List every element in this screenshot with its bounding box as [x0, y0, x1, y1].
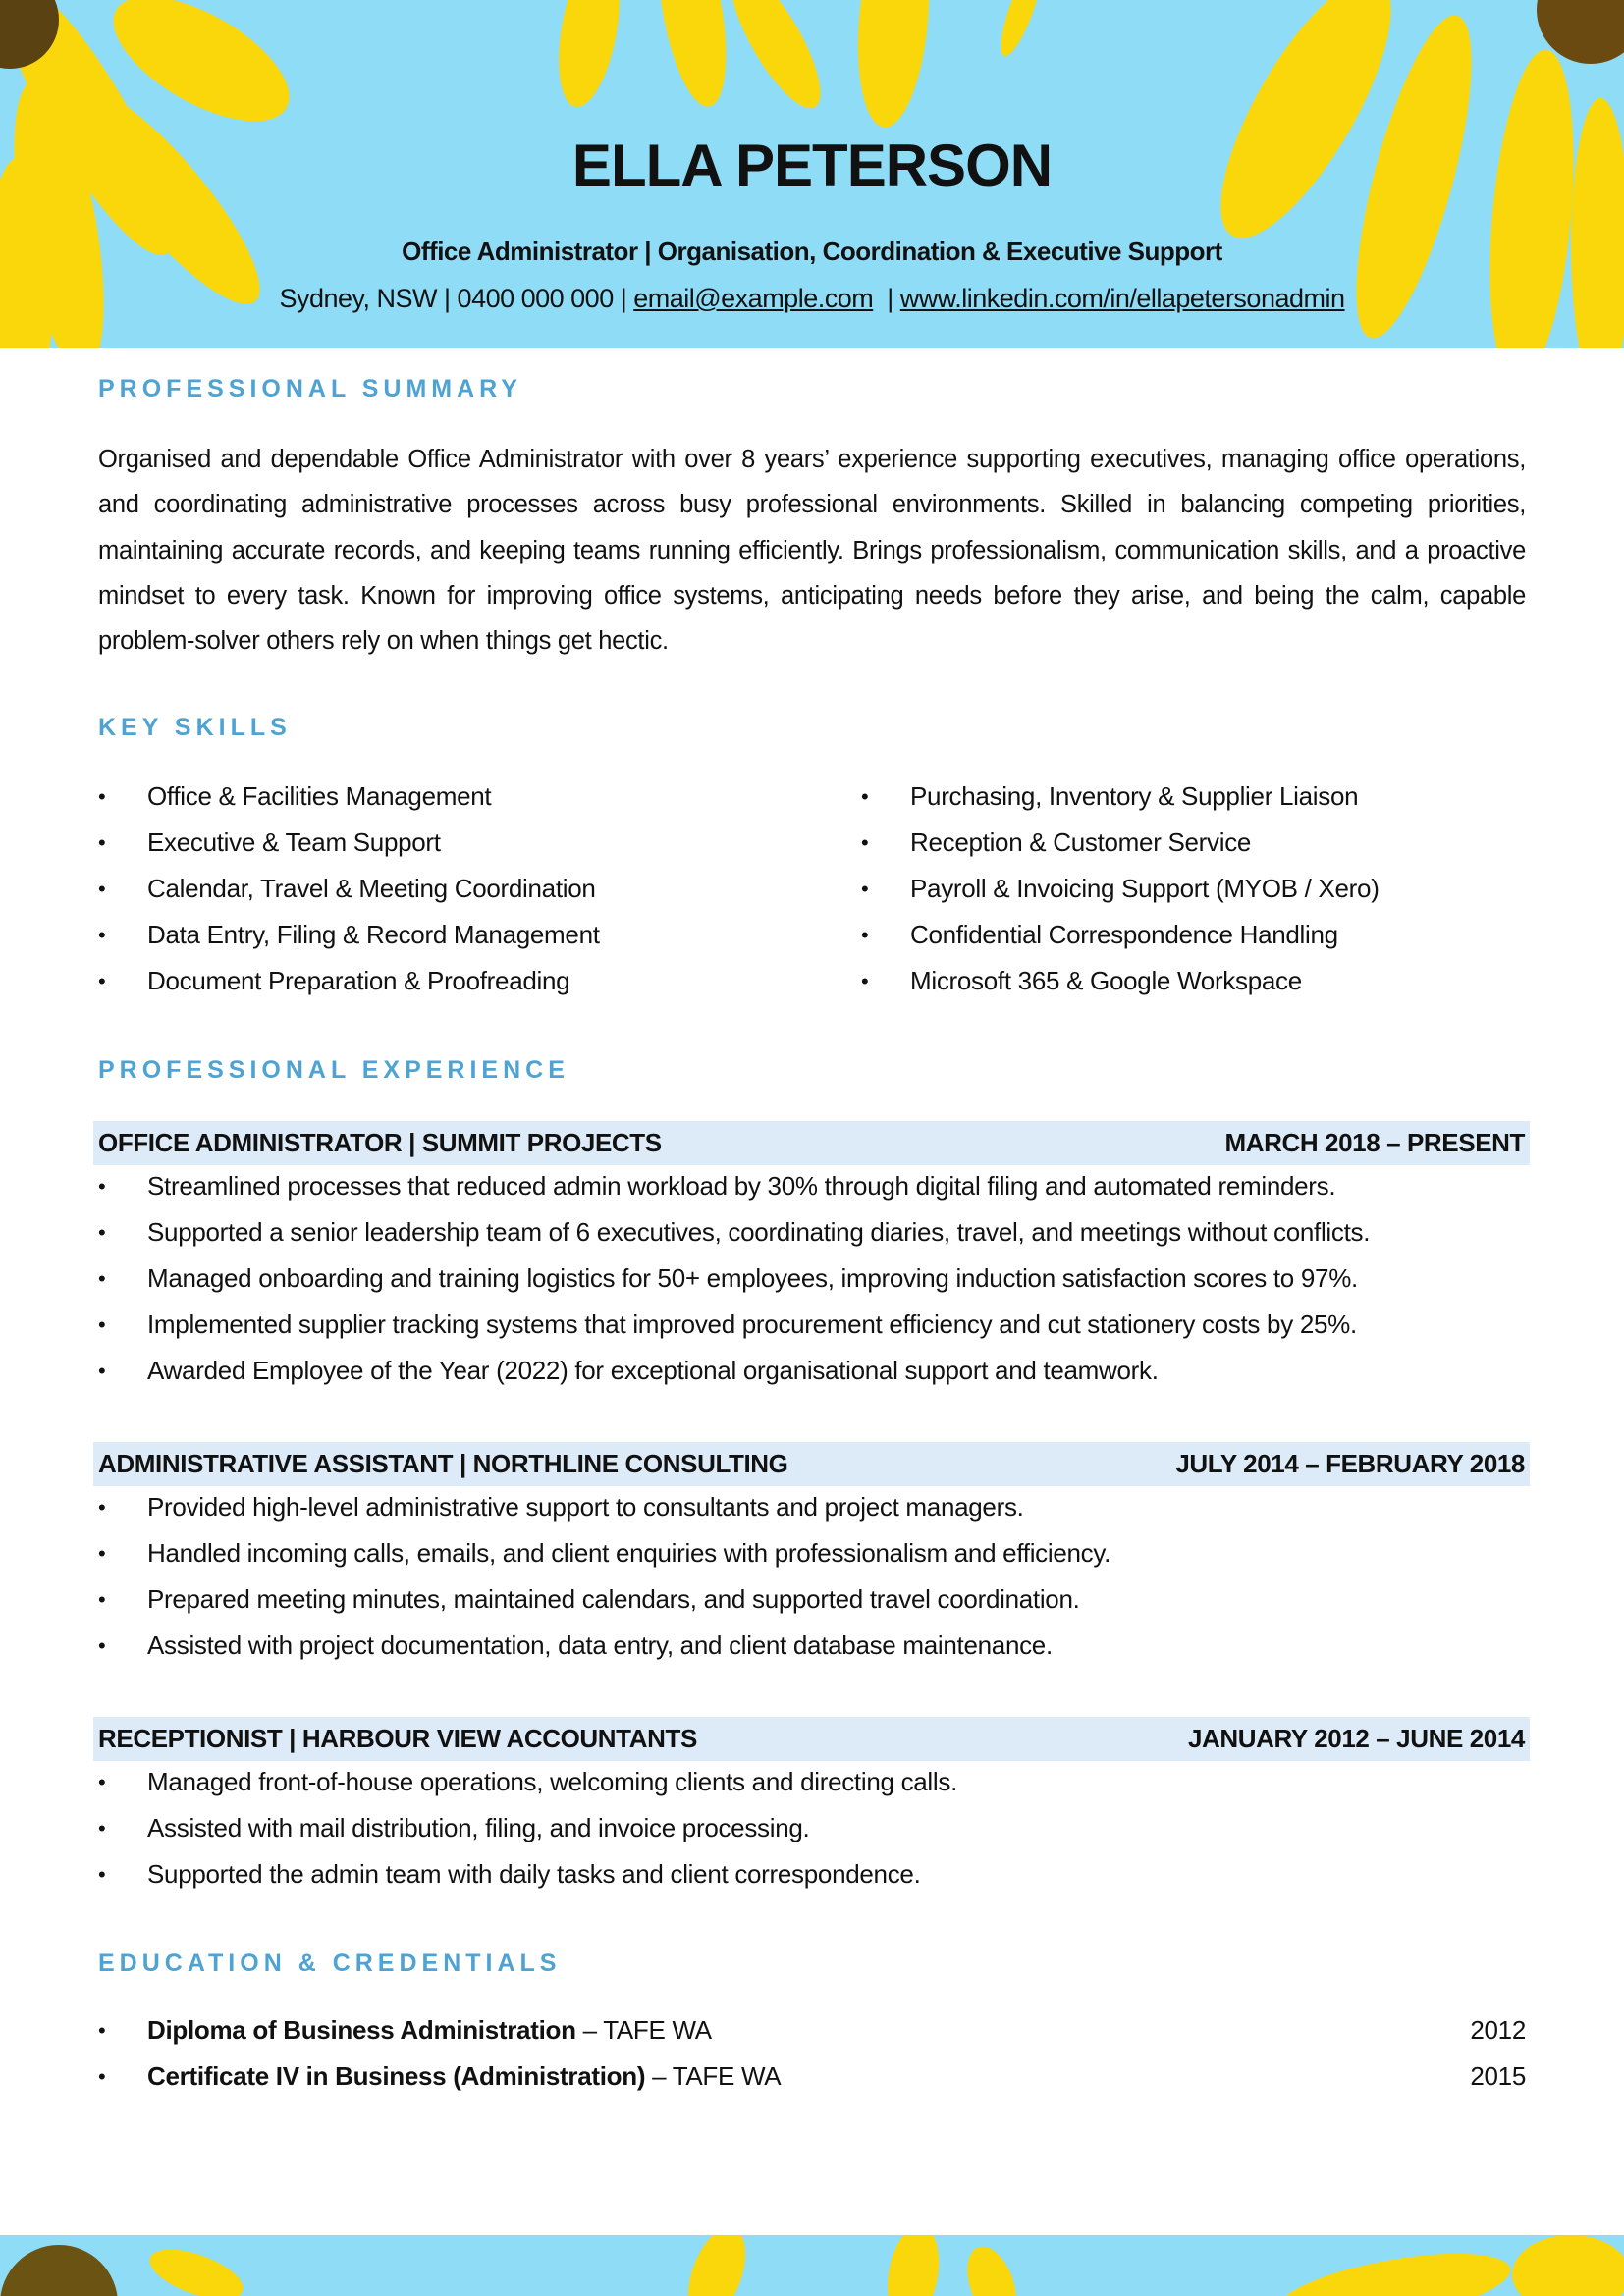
job-title: RECEPTIONIST | HARBOUR VIEW ACCOUNTANTS [98, 1724, 697, 1753]
bullet-icon: • [98, 784, 106, 809]
bullet-icon: • [98, 1266, 106, 1291]
location-phone: Sydney, NSW | 0400 000 000 | [279, 284, 634, 313]
job-bullets [98, 1759, 957, 1897]
bullet-icon: • [98, 1770, 106, 1794]
job-bullet [98, 1163, 1370, 1209]
skill-item [861, 774, 1380, 820]
list-item-text: Provided high-level administrative support to consultants and project managers. [147, 1492, 1024, 1522]
bullet-icon: • [861, 830, 869, 855]
qualification: Diploma of Business Administration [147, 2015, 576, 2045]
bullet-icon: • [98, 1174, 106, 1199]
list-item-text: Streamlined processes that reduced admin workload by 30% through digital filing and automated reminders. [147, 1171, 1336, 1201]
skills-heading: KEY SKILLS [98, 714, 292, 741]
list-item-text: Calendar, Travel & Meeting Coordination [147, 874, 596, 903]
list-item-text: Document Preparation & Proofreading [147, 966, 570, 995]
job-bullets [98, 1163, 1370, 1394]
list-item-text: Implemented supplier tracking systems that improved procurement efficiency and cut stationery costs by 25%. [147, 1309, 1357, 1339]
list-item-text: Supported a senior leadership team of 6 executives, coordinating diaries, travel, and meetings without conflicts. [147, 1217, 1371, 1247]
job-header [93, 1442, 1530, 1486]
list-item-text: Managed front-of-house operations, welcoming clients and directing calls. [147, 1767, 958, 1796]
footer-banner [0, 2235, 1624, 2296]
bullet-icon: • [98, 830, 106, 855]
bullet-icon: • [98, 969, 106, 993]
skills-left-list [98, 774, 600, 1004]
skill-item [861, 958, 1380, 1004]
list-item-text: Assisted with project documentation, data entry, and client database maintenance. [147, 1630, 1053, 1660]
job-bullet [98, 1805, 957, 1851]
education-year: 2012 [1470, 2015, 1526, 2045]
job-bullet [98, 1851, 957, 1897]
job-bullet [98, 1623, 1110, 1669]
bullet-icon: • [98, 1816, 106, 1841]
skills-right-list [861, 774, 1380, 1004]
education-item [98, 2007, 1526, 2054]
bullet-icon: • [861, 784, 869, 809]
list-item-text: Office & Facilities Management [147, 781, 492, 811]
job-bullet [98, 1530, 1110, 1576]
job-bullets [98, 1484, 1110, 1669]
bullet-icon: • [861, 923, 869, 947]
skill-item [98, 774, 600, 820]
list-item-text: Data Entry, Filing & Record Management [147, 920, 600, 949]
bullet-icon: • [98, 1633, 106, 1658]
job-title: OFFICE ADMINISTRATOR | SUMMIT PROJECTS [98, 1128, 662, 1157]
bullet-icon: • [98, 2064, 106, 2089]
list-item-text: Microsoft 365 & Google Workspace [910, 966, 1302, 995]
list-item-text: Reception & Customer Service [910, 828, 1252, 857]
skill-item [98, 912, 600, 958]
bullet-icon: • [98, 1220, 106, 1245]
job-bullet [98, 1302, 1370, 1348]
institution: – TAFE WA [575, 2015, 712, 2045]
list-item-text: Managed onboarding and training logistics for 50+ employees, improving induction satisfaction scores to 97%. [147, 1263, 1358, 1293]
list-item-text: Purchasing, Inventory & Supplier Liaison [910, 781, 1359, 811]
email-link[interactable]: email@example.com [633, 284, 874, 313]
education-heading: EDUCATION & CREDENTIALS [98, 1949, 562, 1977]
skill-item [98, 866, 600, 912]
job-subtitle: Office Administrator | Organisation, Coordination & Executive Support [402, 237, 1222, 266]
contact-line [0, 284, 1624, 314]
bullet-icon: • [861, 969, 869, 993]
bullet-icon: • [98, 1312, 106, 1337]
skill-item [861, 866, 1380, 912]
education-year: 2015 [1470, 2061, 1526, 2091]
job-title: ADMINISTRATIVE ASSISTANT | NORTHLINE CONSULTING [98, 1449, 788, 1478]
job-header [93, 1717, 1530, 1761]
experience-heading: PROFESSIONAL EXPERIENCE [98, 1056, 569, 1084]
job-header [93, 1121, 1530, 1165]
job-bullet [98, 1759, 957, 1805]
skill-item [861, 820, 1380, 866]
list-item-text: Payroll & Invoicing Support (MYOB / Xero) [910, 874, 1380, 903]
header-banner [0, 0, 1624, 348]
job-bullet [98, 1255, 1370, 1302]
job-dates: JANUARY 2012 – JUNE 2014 [1187, 1724, 1525, 1753]
separator: | [873, 284, 900, 313]
bullet-icon: • [861, 877, 869, 901]
summary-text: Organised and dependable Office Administrator with over 8 years’ experience supporting executives, managing office operations, and coordinating administrative processes across busy professional environments. Skilled in balancing competing priorities, maintaining accurate records, and keeping teams running efficiently. Brings professionalism, communication skills, and a proactive mindset to every task. Known for improving office systems, anticipating needs before they arise, and being the calm, capable problem-solver others rely on when things get hectic. [98, 446, 1526, 656]
institution: – TAFE WA [645, 2061, 782, 2091]
sunflower-decoration [0, 2235, 1624, 2296]
job-bullet [98, 1484, 1110, 1530]
job-dates: JULY 2014 – FEBRUARY 2018 [1175, 1449, 1525, 1478]
bullet-icon: • [98, 1862, 106, 1887]
bullet-icon: • [98, 1541, 106, 1566]
job-bullet [98, 1576, 1110, 1623]
bullet-icon: • [98, 1359, 106, 1383]
list-item-text: Assisted with mail distribution, filing, and invoice processing. [147, 1813, 810, 1842]
bullet-icon: • [98, 2018, 106, 2043]
skill-item [98, 958, 600, 1004]
skill-item [98, 820, 600, 866]
job-bullet [98, 1209, 1370, 1255]
skill-item [861, 912, 1380, 958]
list-item-text: Awarded Employee of the Year (2022) for exceptional organisational support and teamwork. [147, 1356, 1159, 1385]
education-item [98, 2054, 1526, 2100]
qualification: Certificate IV in Business (Administration) [147, 2061, 646, 2091]
list-item-text: Executive & Team Support [147, 828, 441, 857]
list-item-text: Handled incoming calls, emails, and client enquiries with professionalism and efficiency. [147, 1538, 1111, 1568]
bullet-icon: • [98, 1587, 106, 1612]
job-bullet [98, 1348, 1370, 1394]
candidate-name: ELLA PETERSON [571, 133, 1053, 198]
bullet-icon: • [98, 1495, 106, 1520]
education-list [98, 2007, 1526, 2100]
bullet-icon: • [98, 877, 106, 901]
bullet-icon: • [98, 923, 106, 947]
list-item-text: Supported the admin team with daily tasks and client correspondence. [147, 1859, 921, 1889]
list-item-text: Confidential Correspondence Handling [910, 920, 1338, 949]
summary-heading: PROFESSIONAL SUMMARY [98, 375, 522, 402]
list-item-text: Prepared meeting minutes, maintained calendars, and supported travel coordination. [147, 1584, 1080, 1614]
job-dates: MARCH 2018 – PRESENT [1224, 1128, 1525, 1157]
linkedin-link[interactable]: www.linkedin.com/in/ellapetersonadmin [899, 284, 1345, 313]
